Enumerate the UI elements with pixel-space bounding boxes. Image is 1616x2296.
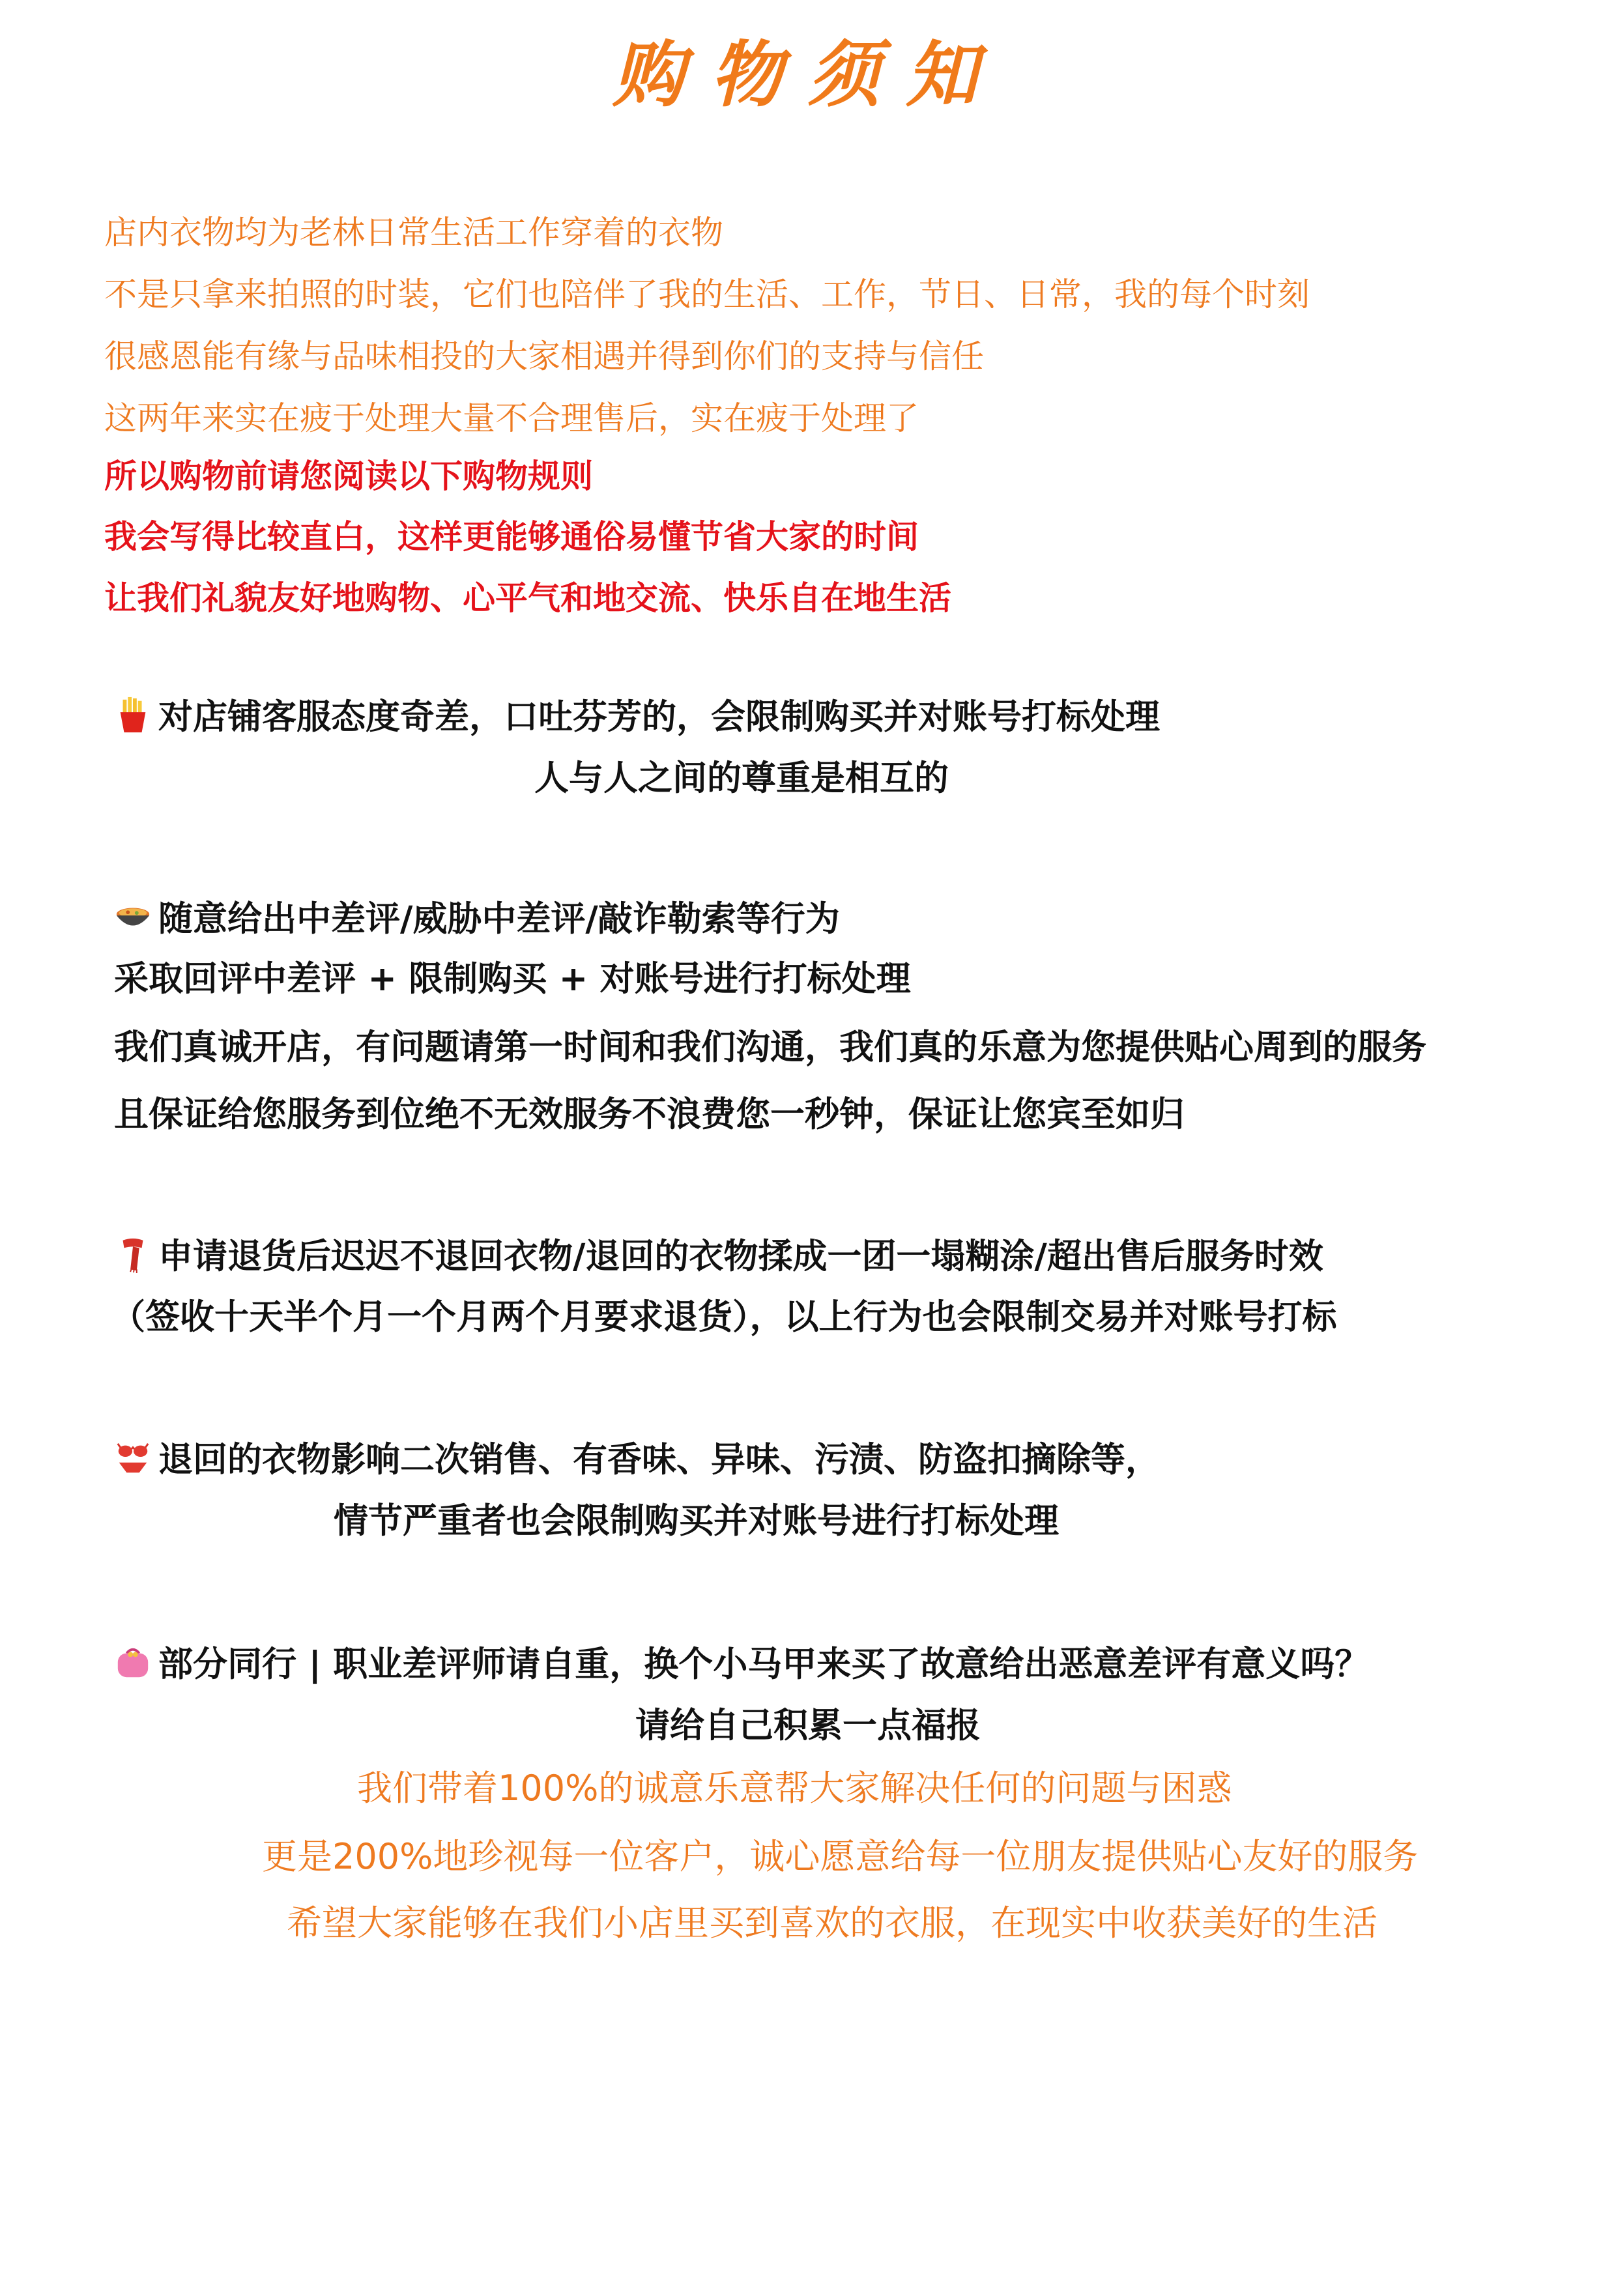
closing-line-1: 我们带着100%的诚意乐意帮大家解决任何的问题与困惑: [357, 1768, 1232, 1809]
page-title: 购物须知: [613, 33, 1003, 117]
intro-line-3: 很感恩能有缘与品味相投的大家相遇并得到你们的支持与信任: [104, 337, 984, 375]
rule-2-text: 随意给出中差评/威胁中差评/敲诈勒索等行为: [158, 899, 840, 939]
fries-icon: [114, 696, 152, 734]
rule-5-text: 部分同行 | 职业差评师请自重，换个小马甲来买了故意给出恶意差评有意义吗？: [158, 1644, 1370, 1684]
rule-3-text: 申请退货后迟迟不退回衣物/退回的衣物揉成一团一塌糊涂/超出售后服务时效: [158, 1237, 1323, 1276]
closing-line-3: 希望大家能够在我们小店里买到喜欢的衣服，在现实中收获美好的生活: [287, 1902, 1378, 1944]
bikini-icon: [114, 1439, 152, 1476]
rule-1-line-1: [114, 696, 1160, 737]
purse-icon: [114, 1643, 152, 1681]
intro-line-4: 这两年来实在疲于处理大量不合理售后，实在疲于处理了: [104, 399, 919, 437]
intro-line-1: 店内衣物均为老林日常生活工作穿着的衣物: [104, 214, 723, 251]
rule-5-line-2: 请给自己积累一点福报: [635, 1706, 981, 1745]
rule-2-line-2: 采取回评中差评 + 限制购买 + 对账号进行打标处理: [114, 959, 911, 999]
rule-1-text: 对店铺客服态度奇差，口吐芬芳的，会限制购买并对账号打标处理: [158, 697, 1160, 737]
closing-line-2: 更是200%地珍视每一位客户，诚心愿意给每一位朋友提供贴心友好的服务: [262, 1836, 1419, 1877]
rule-2-line-3: 我们真诚开店，有问题请第一时间和我们沟通，我们真的乐意为您提供贴心周到的服务: [114, 1027, 1426, 1067]
rule-1-line-2: 人与人之间的尊重是相互的: [534, 758, 949, 798]
rule-3-line-1: [114, 1235, 1323, 1274]
rule-4-line-2: 情节严重者也会限制购买并对账号进行打标处理: [334, 1501, 1059, 1541]
intro-highlight-2: 我会写得比较直白，这样更能够通俗易懂节省大家的时间: [104, 518, 919, 556]
rule-2-line-4: 且保证给您服务到位绝不无效服务不浪费您一秒钟，保证让您宾至如归: [114, 1095, 1185, 1134]
intro-highlight-3: 让我们礼貌友好地购物、心平气和地交流、快乐自在地生活: [104, 579, 951, 617]
rule-4-text: 退回的衣物影响二次销售、有香味、异味、污渍、防盗扣摘除等，: [158, 1440, 1160, 1480]
intro-line-2: 不是只拿来拍照的时装，它们也陪伴了我的生活、工作，节日、日常，我的每个时刻: [104, 276, 1310, 313]
stew-pot-icon: [114, 898, 152, 936]
rule-3-line-2: （签收十天半个月一个月两个月要求退货），以上行为也会限制交易并对账号打标: [111, 1297, 1337, 1337]
intro-highlight-1: 所以购物前请您阅读以下购物规则: [104, 457, 593, 495]
scarf-icon: [114, 1235, 152, 1273]
rule-4-line-1: [114, 1439, 1160, 1480]
rule-5-line-1: [114, 1643, 1369, 1682]
rule-2-line-1: [114, 898, 840, 939]
